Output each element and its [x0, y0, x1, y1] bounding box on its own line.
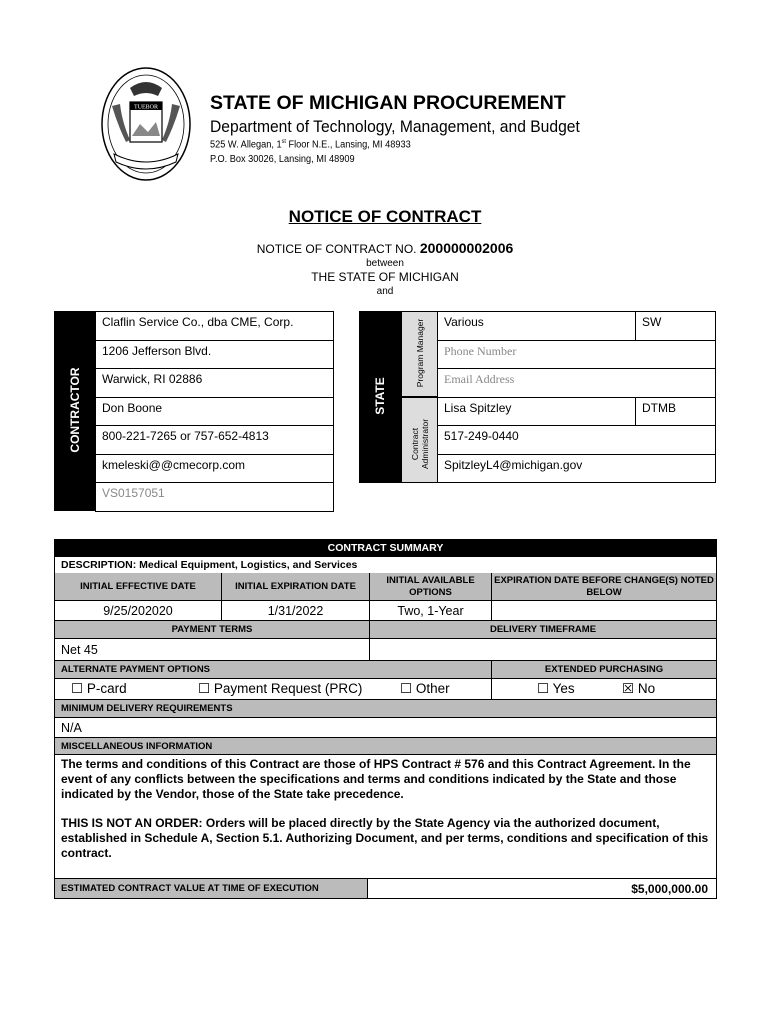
state-sidebar [359, 311, 401, 483]
contractor-table [95, 311, 334, 512]
checkbox-unchecked-icon: ☐ [71, 681, 84, 696]
misc-paragraph-2: THIS IS NOT AN ORDER: Orders will be placed directly by the State Agency via the authorized document, established in Schedule A, Section 5.1. Authorizing Document, and per terms, conditions and specification of this contract. [61, 816, 709, 860]
payment-terms-label: PAYMENT TERMS [55, 621, 369, 638]
between-text: between [366, 258, 404, 269]
program-manager-label-cell [401, 311, 438, 397]
effective-date: 9/25/202020 [103, 603, 173, 618]
pm-agency: SW [636, 312, 716, 341]
contractor-contact: Don Boone [96, 398, 334, 426]
checkbox-unchecked-icon: ☐ [198, 681, 211, 696]
contract-admin-label: Contract Administrator [410, 418, 430, 470]
delivery-timeframe [369, 639, 716, 660]
prc-option[interactable]: ☐ Payment Request (PRC) [198, 681, 363, 696]
pm-email: Email Address [438, 369, 716, 398]
checkbox-checked-icon: ☒ [622, 681, 635, 696]
pcard-option[interactable]: ☐ P-card [71, 681, 127, 696]
col-options: INITIAL AVAILABLE OPTIONS [369, 573, 491, 600]
contractor-phone: 800-221-7265 or 757-652-4813 [96, 426, 334, 455]
description: DESCRIPTION: Medical Equipment, Logistics, and Services [55, 556, 716, 573]
ca-name: Lisa Spitzley [438, 398, 636, 426]
available-options: Two, 1-Year [369, 601, 491, 620]
address-line-1: 525 W. Allegan, 1st Floor N.E., Lansing, MI 48933 [210, 139, 411, 151]
agency-title: STATE OF MICHIGAN PROCUREMENT [210, 92, 566, 114]
misc-paragraph-1: The terms and conditions of this Contract are those of HPS Contract # 576 and this Contract Agreement. In the event of any conflicts between the specifications and terms and conditions indicated by the State and those indicated by the Vendor, those of the State take precedence. [61, 757, 691, 801]
and-text: and [376, 286, 394, 297]
address-line-2: P.O. Box 30026, Lansing, MI 48909 [210, 154, 355, 165]
delivery-timeframe-label: DELIVERY TIMEFRAME [369, 621, 716, 638]
svg-text:TUEBOR: TUEBOR [134, 104, 158, 111]
min-delivery: N/A [61, 720, 82, 735]
vendor-id: VS0157051 [96, 483, 334, 512]
contract-number: 200000002006 [419, 240, 514, 256]
alt-payment-options [55, 679, 491, 699]
min-delivery-label: MINIMUM DELIVERY REQUIREMENTS [55, 700, 716, 717]
contractor-label: CONTRACTOR [68, 367, 82, 453]
pm-name: Various [438, 312, 636, 341]
payment-terms: Net 45 [61, 642, 98, 657]
party-state: THE STATE OF MICHIGAN [311, 270, 459, 284]
contractor-sidebar [54, 311, 96, 511]
exp-before-change [491, 601, 716, 620]
ca-email: SpitzleyL4@michigan.gov [438, 455, 716, 483]
contract-value-label: ESTIMATED CONTRACT VALUE AT TIME OF EXECUTION [55, 879, 367, 898]
checkbox-unchecked-icon: ☐ [400, 681, 413, 696]
col-expiration-date: INITIAL EXPIRATION DATE [221, 573, 369, 600]
contract-admin-label-cell [401, 397, 438, 483]
department-name: Department of Technology, Management, and Budget [210, 117, 580, 136]
contractor-email: kmeleski@@cmecorp.com [96, 455, 334, 483]
alt-payment-label: ALTERNATE PAYMENT OPTIONS [55, 661, 491, 678]
contract-value: $5,000,000.00 [367, 879, 716, 898]
contract-number-line: NOTICE OF CONTRACT NO. 200000002006 [256, 240, 514, 256]
yes-option[interactable]: ☐ Yes [537, 681, 575, 696]
pm-phone: Phone Number [438, 341, 716, 369]
ca-agency: DTMB [636, 398, 716, 426]
extended-purchasing-options [491, 679, 716, 699]
michigan-seal-icon [100, 66, 192, 182]
contractor-name: Claflin Service Co., dba CME, Corp. [96, 312, 334, 341]
expiration-date: 1/31/2022 [221, 601, 369, 620]
col-exp-before: EXPIRATION DATE BEFORE CHANGE(S) NOTED BELOW [491, 573, 716, 600]
other-option[interactable]: ☐ Other [400, 681, 450, 696]
notice-title: NOTICE OF CONTRACT [288, 207, 482, 226]
contractor-city: Warwick, RI 02886 [96, 369, 334, 398]
no-option[interactable]: ☒ No [622, 681, 656, 696]
summary-title: CONTRACT SUMMARY [55, 540, 716, 556]
col-effective-date: INITIAL EFFECTIVE DATE [55, 573, 221, 600]
ca-phone: 517-249-0440 [438, 426, 716, 455]
state-table [437, 311, 716, 483]
program-manager-label: Program Manager [415, 318, 425, 388]
extended-purchasing-label: EXTENDED PURCHASING [491, 661, 716, 678]
misc-info-label: MISCELLANEOUS INFORMATION [55, 738, 716, 754]
state-label: STATE [373, 377, 387, 415]
checkbox-unchecked-icon: ☐ [537, 681, 550, 696]
contract-summary [54, 539, 717, 899]
contractor-address: 1206 Jefferson Blvd. [96, 341, 334, 369]
